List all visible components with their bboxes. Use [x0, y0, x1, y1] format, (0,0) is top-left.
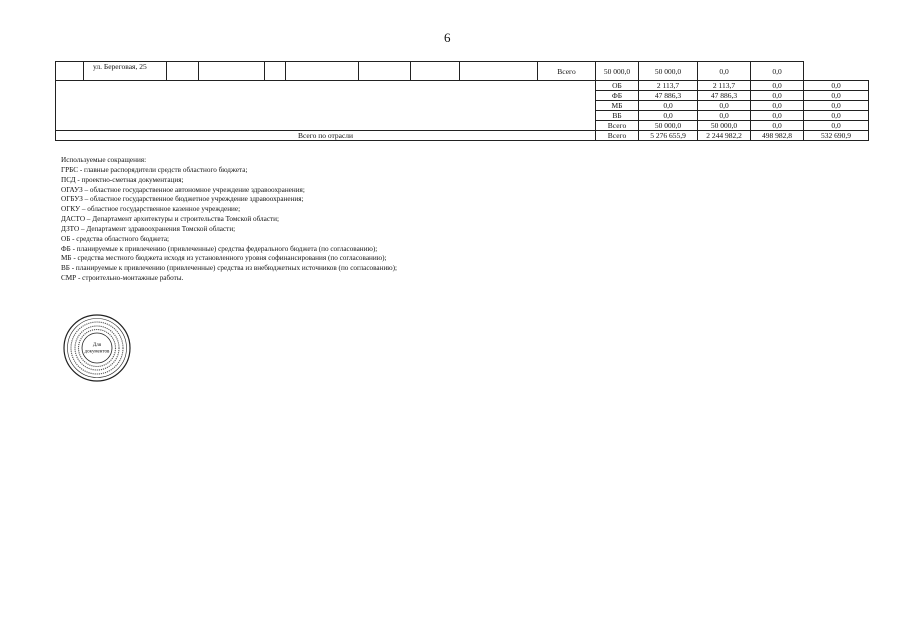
funding-type-cell: ФБ: [596, 91, 639, 101]
value-cell: 0,0: [751, 121, 804, 131]
stamp-text-line2: документов: [84, 349, 110, 355]
table-cell: [460, 62, 538, 81]
note-line: ОГКУ – областное государственное казенное учреждение;: [61, 205, 241, 214]
table-row-total: [56, 131, 869, 141]
value-cell: 50 000,0: [596, 62, 639, 81]
note-line: ОБ - средства областного бюджета;: [61, 234, 170, 243]
page-number: 6: [444, 30, 451, 45]
funding-type-cell: ВБ: [596, 111, 639, 121]
value-cell: 0,0: [751, 111, 804, 121]
value-cell: 0,0: [804, 111, 869, 121]
value-cell: 47 886,3: [698, 91, 751, 101]
value-cell: 47 886,3: [639, 91, 698, 101]
funding-type-cell: МБ: [596, 101, 639, 111]
value-cell: 0,0: [698, 101, 751, 111]
table-row-address: [56, 62, 869, 81]
value-cell: 2 113,7: [698, 81, 751, 91]
note-line: СМР - строительно-монтажные работы.: [61, 274, 184, 283]
funding-type-cell: ОБ: [596, 81, 639, 91]
value-cell: 0,0: [698, 62, 751, 81]
value-cell: 0,0: [751, 62, 804, 81]
note-line: ГРБС - главные распорядители средств областного бюджета;: [61, 165, 248, 174]
note-line: ОГАУЗ – областное государственное автономное учреждение здравоохранения;: [61, 185, 305, 194]
note-line: МБ - средства местного бюджета исходя из установленного уровня софинансирования (по согласованию);: [61, 254, 387, 263]
note-line: ДАСТО – Департамент архитектуры и строительства Томской области;: [61, 215, 280, 224]
value-cell: 498 982,8: [751, 131, 804, 141]
value-cell: 0,0: [698, 111, 751, 121]
table-cell: [359, 62, 411, 81]
table-cell: [265, 62, 286, 81]
note-line: ВБ - планируемые к привлечению (привлеченные) средства из внебюджетных источников (по согласованию);: [61, 264, 398, 273]
value-cell: 532 690,9: [804, 131, 869, 141]
note-line: ФБ - планируемые к привлечению (привлеченные) средства федерального бюджета (по согласованию);: [61, 244, 378, 253]
value-cell: 0,0: [751, 91, 804, 101]
abbreviations-notes: [61, 156, 397, 284]
address-cell: ул. Береговая, 25: [84, 62, 167, 81]
table-cell: [56, 62, 84, 81]
value-cell: 0,0: [804, 101, 869, 111]
value-cell: 0,0: [751, 101, 804, 111]
official-stamp: [62, 313, 132, 383]
value-cell: 2 113,7: [639, 81, 698, 91]
value-cell: 0,0: [804, 81, 869, 91]
table-row: [56, 81, 869, 91]
value-cell: 5 276 655,9: [639, 131, 698, 141]
total-label-cell: Всего по отрасли: [56, 131, 596, 141]
empty-merged-cell: [56, 81, 596, 131]
funding-type-cell: Всего: [596, 121, 639, 131]
budget-table: [55, 61, 869, 141]
funding-type-cell: Всего: [596, 131, 639, 141]
value-cell: 0,0: [639, 111, 698, 121]
table-cell: [199, 62, 265, 81]
notes-heading: Используемые сокращения:: [61, 156, 147, 164]
table-cell: [286, 62, 359, 81]
table-cell: [411, 62, 460, 81]
value-cell: 0,0: [804, 121, 869, 131]
funding-type-cell: Всего: [538, 62, 596, 81]
table-cell: [167, 62, 199, 81]
value-cell: 50 000,0: [639, 62, 698, 81]
value-cell: 0,0: [639, 101, 698, 111]
value-cell: 2 244 982,2: [698, 131, 751, 141]
value-cell: 50 000,0: [639, 121, 698, 131]
note-line: ПСД - проектно-сметная документация;: [61, 175, 184, 184]
note-line: ДЗТО – Департамент здравоохранения Томской области;: [61, 224, 236, 233]
stamp-text-line1: Для: [92, 343, 102, 348]
value-cell: 0,0: [751, 81, 804, 91]
value-cell: 50 000,0: [698, 121, 751, 131]
note-line: ОГБУЗ – областное государственное бюджетное учреждение здравоохранения;: [61, 195, 304, 204]
value-cell: 0,0: [804, 91, 869, 101]
